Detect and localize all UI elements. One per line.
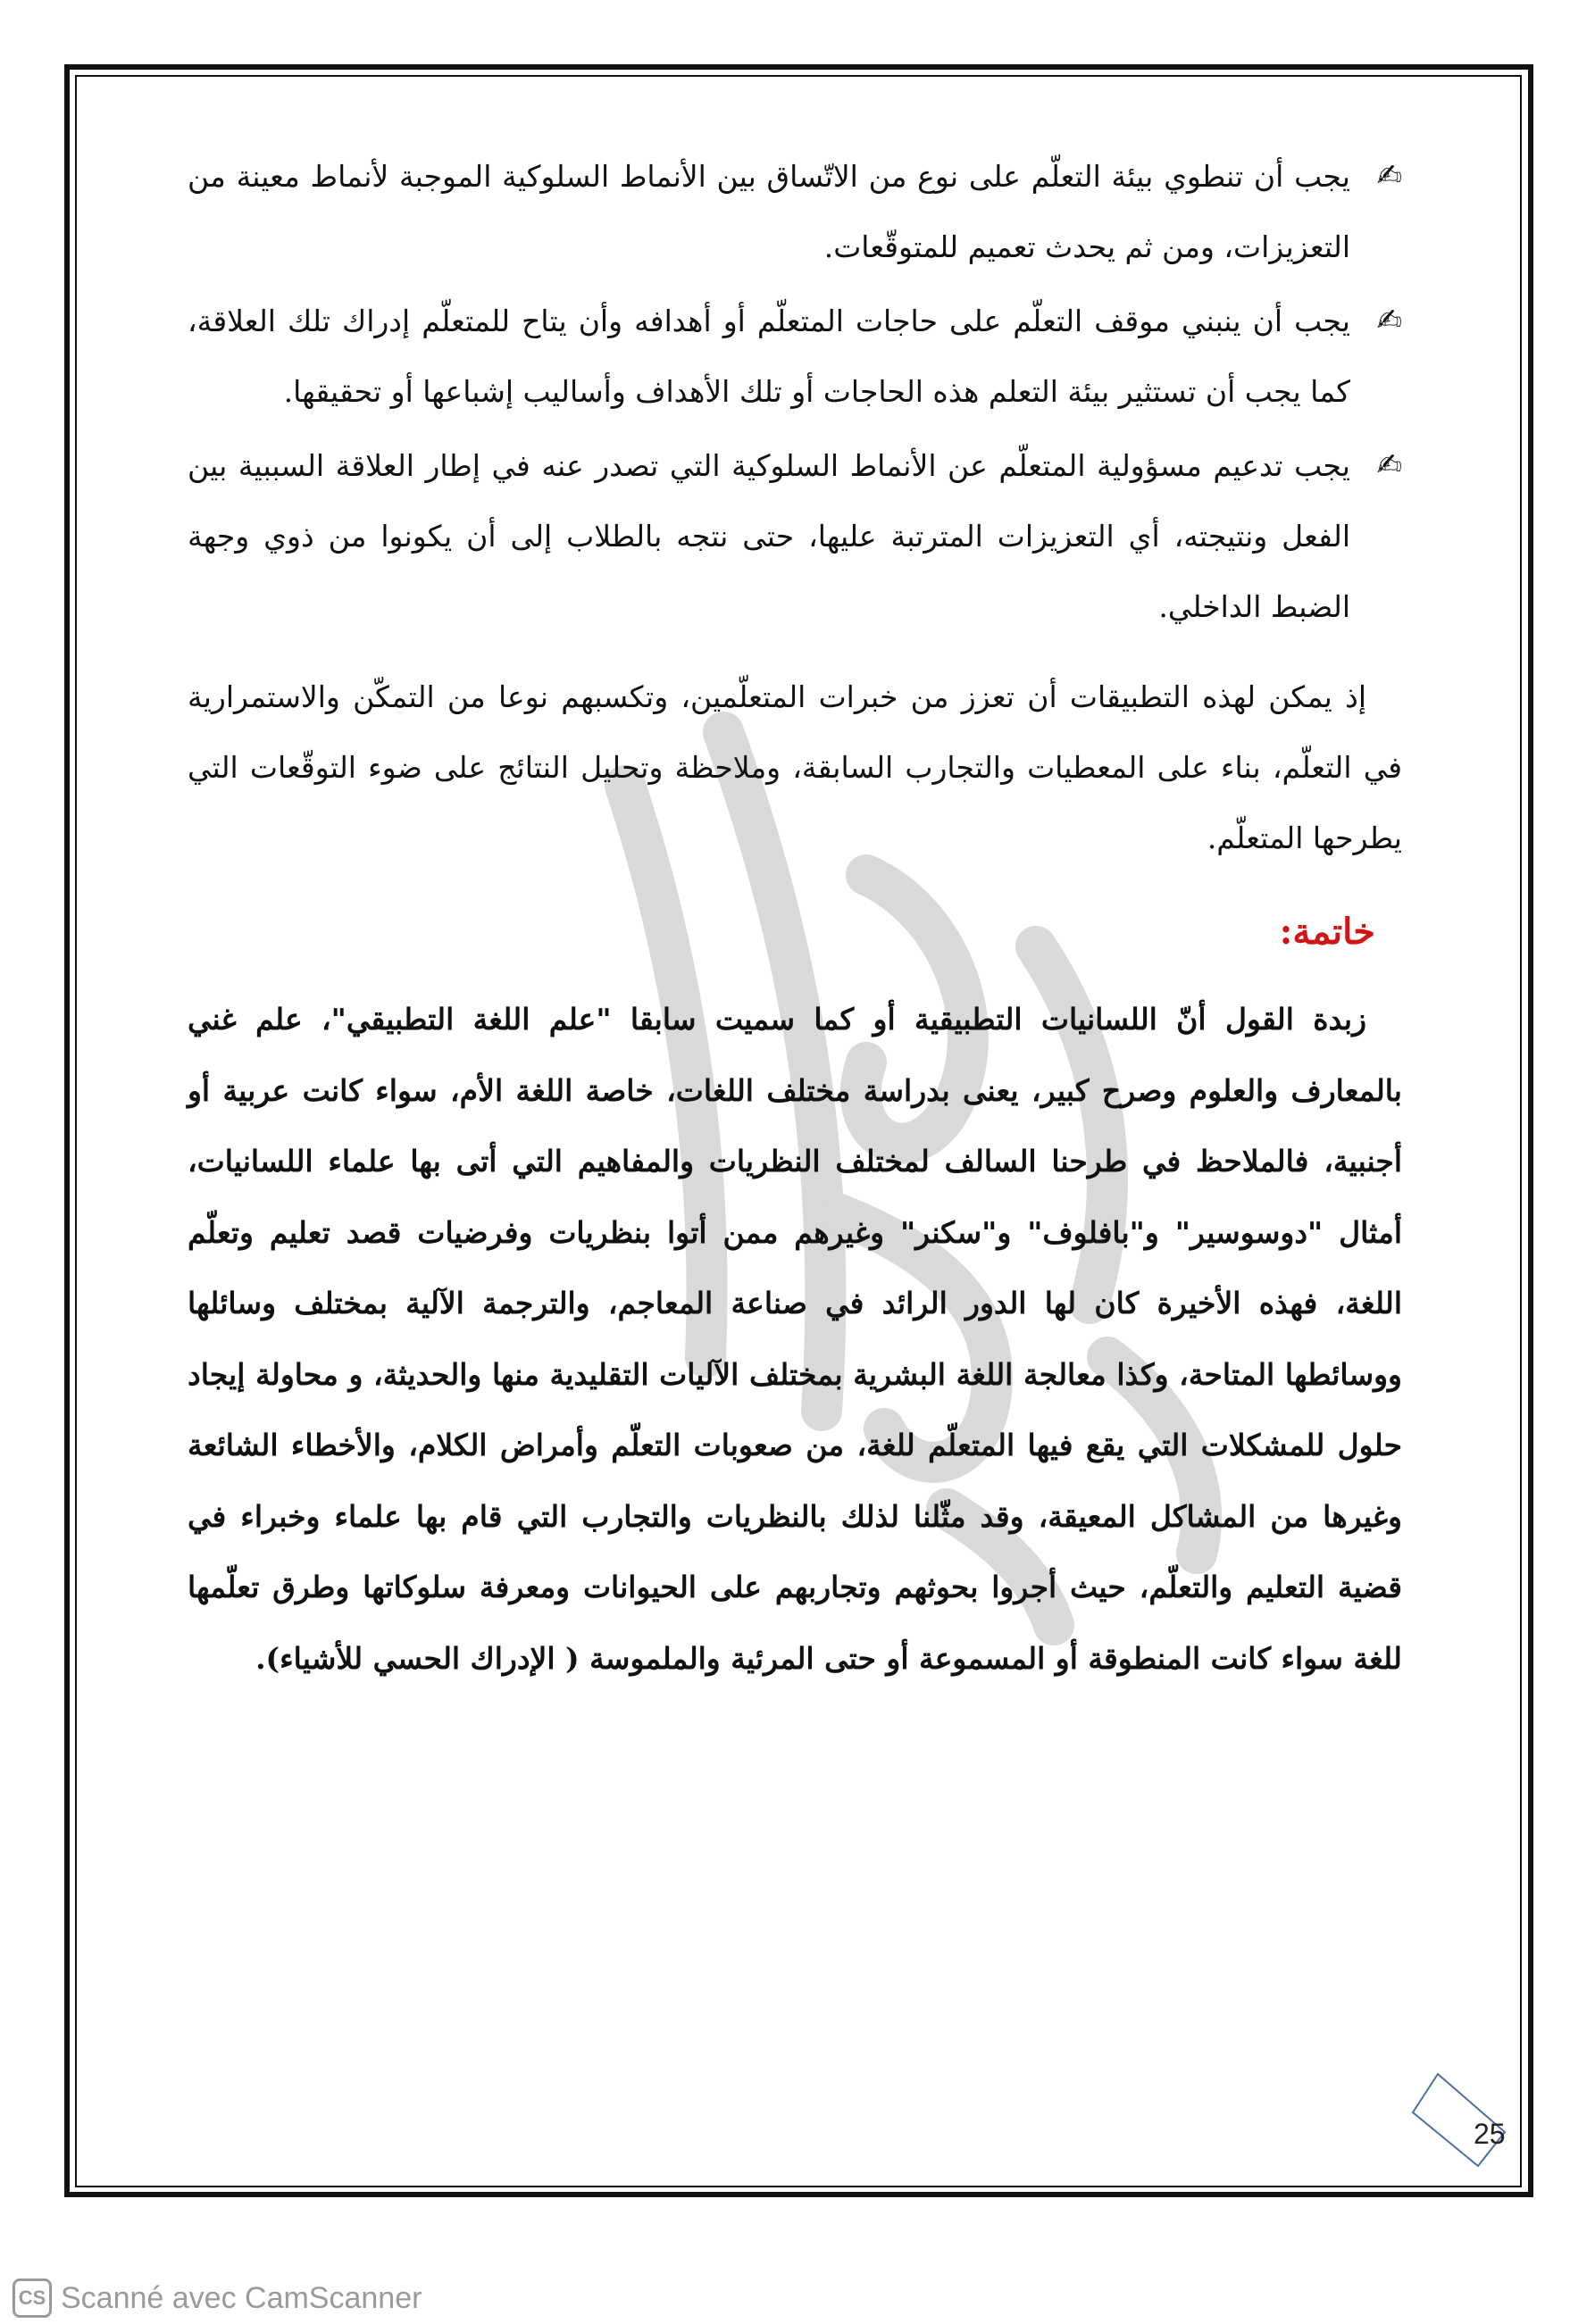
bullet-text: يجب أن تنطوي بيئة التعلّم على نوع من الاتّساق بين الأنماط السلوكية الموجبة لأنماط معينة من التعزيزات، ومن ثم يحدث تعميم للمتوقّعات.: [188, 159, 1350, 264]
bullet-item: [188, 141, 1402, 282]
conclusion-heading: خاتمة:: [1279, 911, 1375, 953]
page-content: [188, 141, 1402, 1694]
bullet-text: يجب تدعيم مسؤولية المتعلّم عن الأنماط السلوكية التي تصدر عنه في إطار العلاقة السببية بين الفعل ونتيجته، أي التعزيزات المترتبة عليها، حتى نتجه بالطلاب إلى أن يكونوا من ذوي وجهة الضبط الداخلي.: [188, 448, 1350, 624]
scanner-label: Scanné avec CamScanner: [61, 2280, 422, 2315]
camscanner-logo-icon: CS: [13, 2278, 52, 2318]
bullet-item: [188, 286, 1402, 427]
bullet-item: [188, 430, 1402, 642]
writing-hand-icon: ✍: [1376, 303, 1402, 338]
conclusion-paragraph: زبدة القول أنّ اللسانيات التطبيقية أو كما سميت سابقا "علم اللغة التطبيقي"، علم غني بالمعارف والعلوم وصرح كبير، يعنى بدراسة مختلف اللغات، خاصة اللغة الأم، سواء كانت عربية أو أجنبية، فالملاحظ في طرحنا السالف لمختلف النظريات والمفاهيم التي أتى بها علماء اللسانيات، أمثال "دوسوسير" و"بافلوف" و"سكنر" وغيرهم ممن أتوا بنظريات وفرضيات قصد تعليم وتعلّم اللغة، فهذه الأخيرة كان لها الدور الرائد في صناعة المعاجم، والترجمة الآلية بمختلف وسائلها ووسائطها المتاحة، وكذا معالجة اللغة البشرية بمختلف الآليات التقليدية منها والحديثة، و محاولة إيجاد حلول للمشكلات التي يقع فيها المتعلّم للغة، من صعوبات التعلّم وأمراض الكلام، والأخطاء الشائعة وغيرها من المشاكل المعيقة، وقد مثّلنا لذلك بالنظريات والتجارب التي قام بها علماء وخبراء في قضية التعليم والتعلّم، حيث أجروا بحوثهم وتجاربهم على الحيوانات ومعرفة سلوكاتها وطرق تعلّمها للغة سواء كانت المنطوقة أو المسموعة أو حتى المرئية والملموسة ( الإدراك الحسي للأشياء).: [188, 1002, 1402, 1676]
scanner-footer: [13, 2278, 422, 2318]
writing-hand-icon: ✍: [1376, 447, 1402, 483]
bullet-text: يجب أن ينبني موقف التعلّم على حاجات المتعلّم أو أهدافه وأن يتاح للمتعلّم إدراك تلك العلاقة، كما يجب أن تستثير بيئة التعلم هذه الحاجات أو تلك الأهداف وأساليب إشباعها أو تحقيقها.: [188, 304, 1350, 409]
page-number: 25: [1474, 2118, 1506, 2150]
intro-paragraph: إذ يمكن لهذه التطبيقات أن تعزز من خبرات المتعلّمين، وتكسبهم نوعا من التمكّن والاستمرارية في التعلّم، بناء على المعطيات والتجارب السابقة، وملاحظة وتحليل النتائج على ضوء التوقّعات التي يطرحها المتعلّم.: [188, 679, 1402, 855]
writing-hand-icon: ✍: [1376, 158, 1402, 194]
